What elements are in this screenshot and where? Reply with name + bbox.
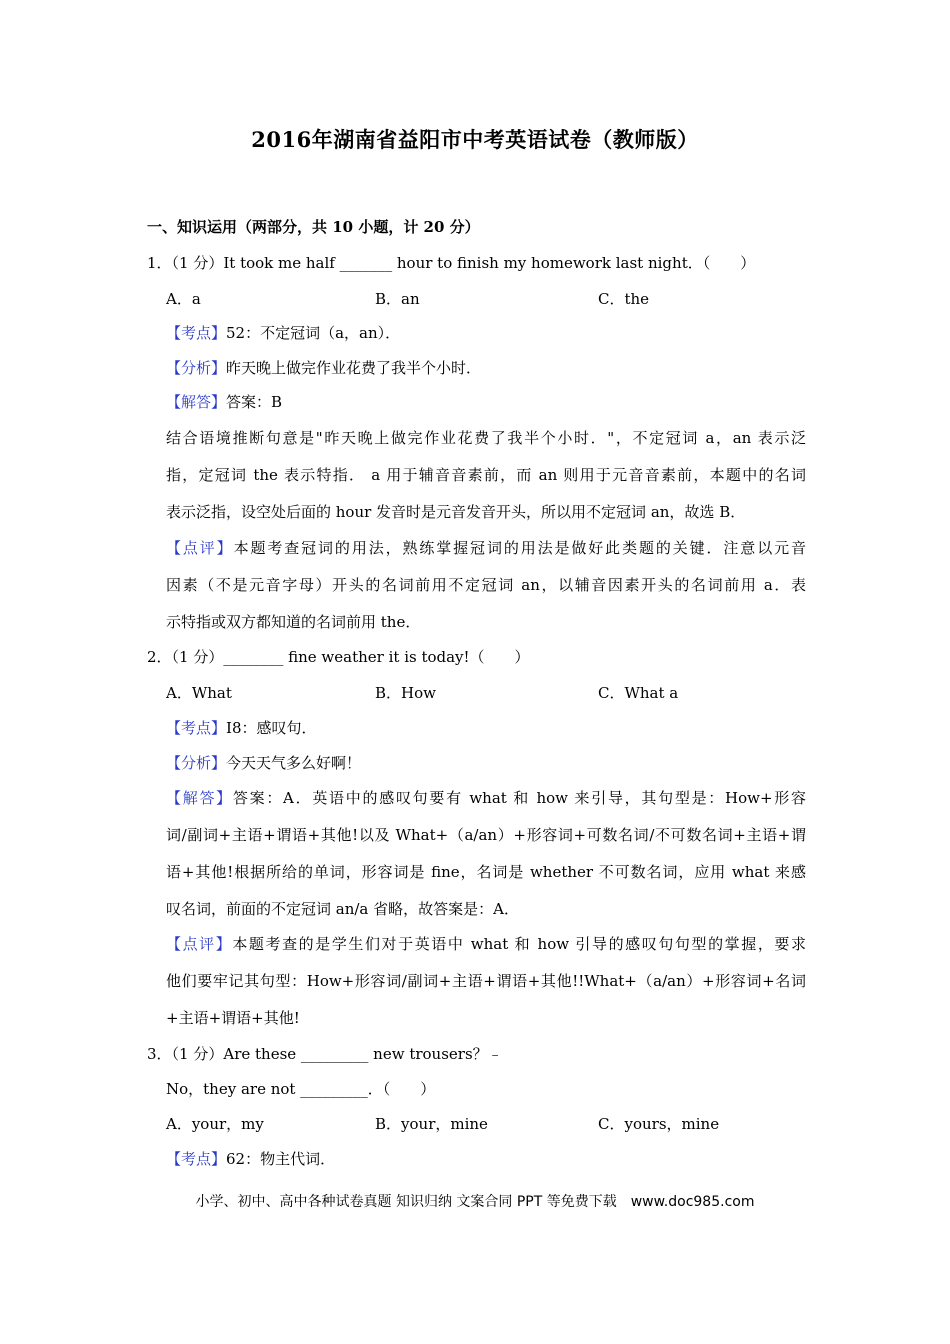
question-3-option-a: A．your，my <box>166 1115 264 1133</box>
page-title: 2016年湖南省益阳市中考英语试卷（教师版） <box>251 127 699 152</box>
fenxi-text: 昨天晚上做完作业花费了我半个小时． <box>226 359 482 377</box>
question-1-kaodian <box>166 323 400 343</box>
jieda-tag: 【解答】 <box>166 393 227 411</box>
question-1-fenxi <box>166 358 481 378</box>
question-3-kaodian <box>166 1149 335 1169</box>
question-1-explanation-line-2: 指，定冠词 the 表示特指． a 用于辅音音素前，而 an 则用于元音音素前，本题中的名词 <box>166 466 806 484</box>
question-1-option-b: B．an <box>375 290 420 308</box>
question-3-stem-line-2: No，they are not _________．（ ） <box>166 1080 436 1098</box>
question-2-jieda-line-1 <box>166 788 806 808</box>
question-2-option-b: B．How <box>375 684 436 702</box>
kaodian-text: 62：物主代词． <box>226 1150 336 1168</box>
dianping-text: 本题考查的是学生们对于英语中 what 和 how 引导的感叹句句型的掌握，要求 <box>232 935 806 953</box>
fenxi-text: 今天天气多么好啊！ <box>226 754 362 772</box>
question-3-stem: 3．（1 分）Are these _________ new trousers？﹣ <box>147 1045 503 1063</box>
question-3-option-c: C．yours，mine <box>598 1115 720 1133</box>
jieda-text: 答案：B <box>226 393 283 411</box>
question-2-dianping-line-2: 他们要牢记其句型：How+形容词/副词+主语+谓语+其他!!What+（a/an）+形容词+名词 <box>166 972 806 990</box>
question-2-stem: 2．（1 分）________ fine weather it is today!（ ） <box>147 648 530 666</box>
question-1-stem: 1．（1 分）It took me half _______ hour to finish my homework last night．（ ） <box>147 254 756 272</box>
dianping-tag: 【点评】 <box>166 935 233 953</box>
kaodian-tag: 【考点】 <box>166 324 227 342</box>
question-2-jieda-line-4: 叹名词，前面的不定冠词 an/a 省略，故答案是：A． <box>166 900 519 918</box>
question-1-dianping-line-1 <box>166 538 806 558</box>
jieda-text: 答案：A．英语中的感叹句要有 what 和 how 来引导，其句型是：How+形容 <box>232 789 806 807</box>
fenxi-tag: 【分析】 <box>166 359 227 377</box>
section-heading: 一、知识运用（两部分，共 10 小题，计 20 分） <box>147 218 480 236</box>
question-1-option-c: C．the <box>598 290 650 308</box>
question-2-kaodian <box>166 718 317 738</box>
question-1-option-a: A．a <box>166 290 201 308</box>
dianping-tag: 【点评】 <box>166 539 234 557</box>
question-1-explanation-line-1: 结合语境推断句意是"昨天晚上做完作业花费了我半个小时．"，不定冠词 a，an 表示泛 <box>166 429 806 447</box>
question-2-option-c: C．What a <box>598 684 679 702</box>
question-1-dianping-line-3: 示特指或双方都知道的名词前用 the． <box>166 613 421 631</box>
dianping-text: 本题考查冠词的用法，熟练掌握冠词的用法是做好此类题的关键．注意以元音 <box>233 539 806 557</box>
question-2-option-a: A．What <box>166 684 232 702</box>
page-footer: 小学、初中、高中各种试卷真题 知识归纳 文案合同 PPT 等免费下载 www.doc985.com <box>195 1194 755 1210</box>
question-2-fenxi <box>166 753 361 773</box>
question-1-dianping-line-2: 因素（不是元音字母）开头的名词前用不定冠词 an，以辅音因素开头的名词前用 a．表 <box>166 576 806 594</box>
kaodian-tag: 【考点】 <box>166 719 227 737</box>
fenxi-tag: 【分析】 <box>166 754 227 772</box>
kaodian-text: I8：感叹句． <box>226 719 317 737</box>
question-2-jieda-line-2: 词/副词+主语+谓语+其他!以及 What+（a/an）+形容词+可数名词/不可数名词+主语+谓 <box>166 826 806 844</box>
question-2-dianping-line-3: +主语+谓语+其他! <box>166 1009 300 1027</box>
question-1-explanation-line-3: 表示泛指，设空处后面的 hour 发音时是元音发音开头，所以用不定冠词 an，故选 B． <box>166 503 746 521</box>
kaodian-tag: 【考点】 <box>166 1150 227 1168</box>
question-3-option-b: B．your，mine <box>375 1115 488 1133</box>
question-2-jieda-line-3: 语+其他!根据所给的单词，形容词是 fine，名词是 whether 不可数名词，应用 what 来感 <box>166 863 806 881</box>
kaodian-text: 52：不定冠词（a，an）． <box>226 324 401 342</box>
question-1-jieda <box>166 392 282 412</box>
jieda-tag: 【解答】 <box>166 789 233 807</box>
question-2-dianping-line-1 <box>166 934 806 954</box>
